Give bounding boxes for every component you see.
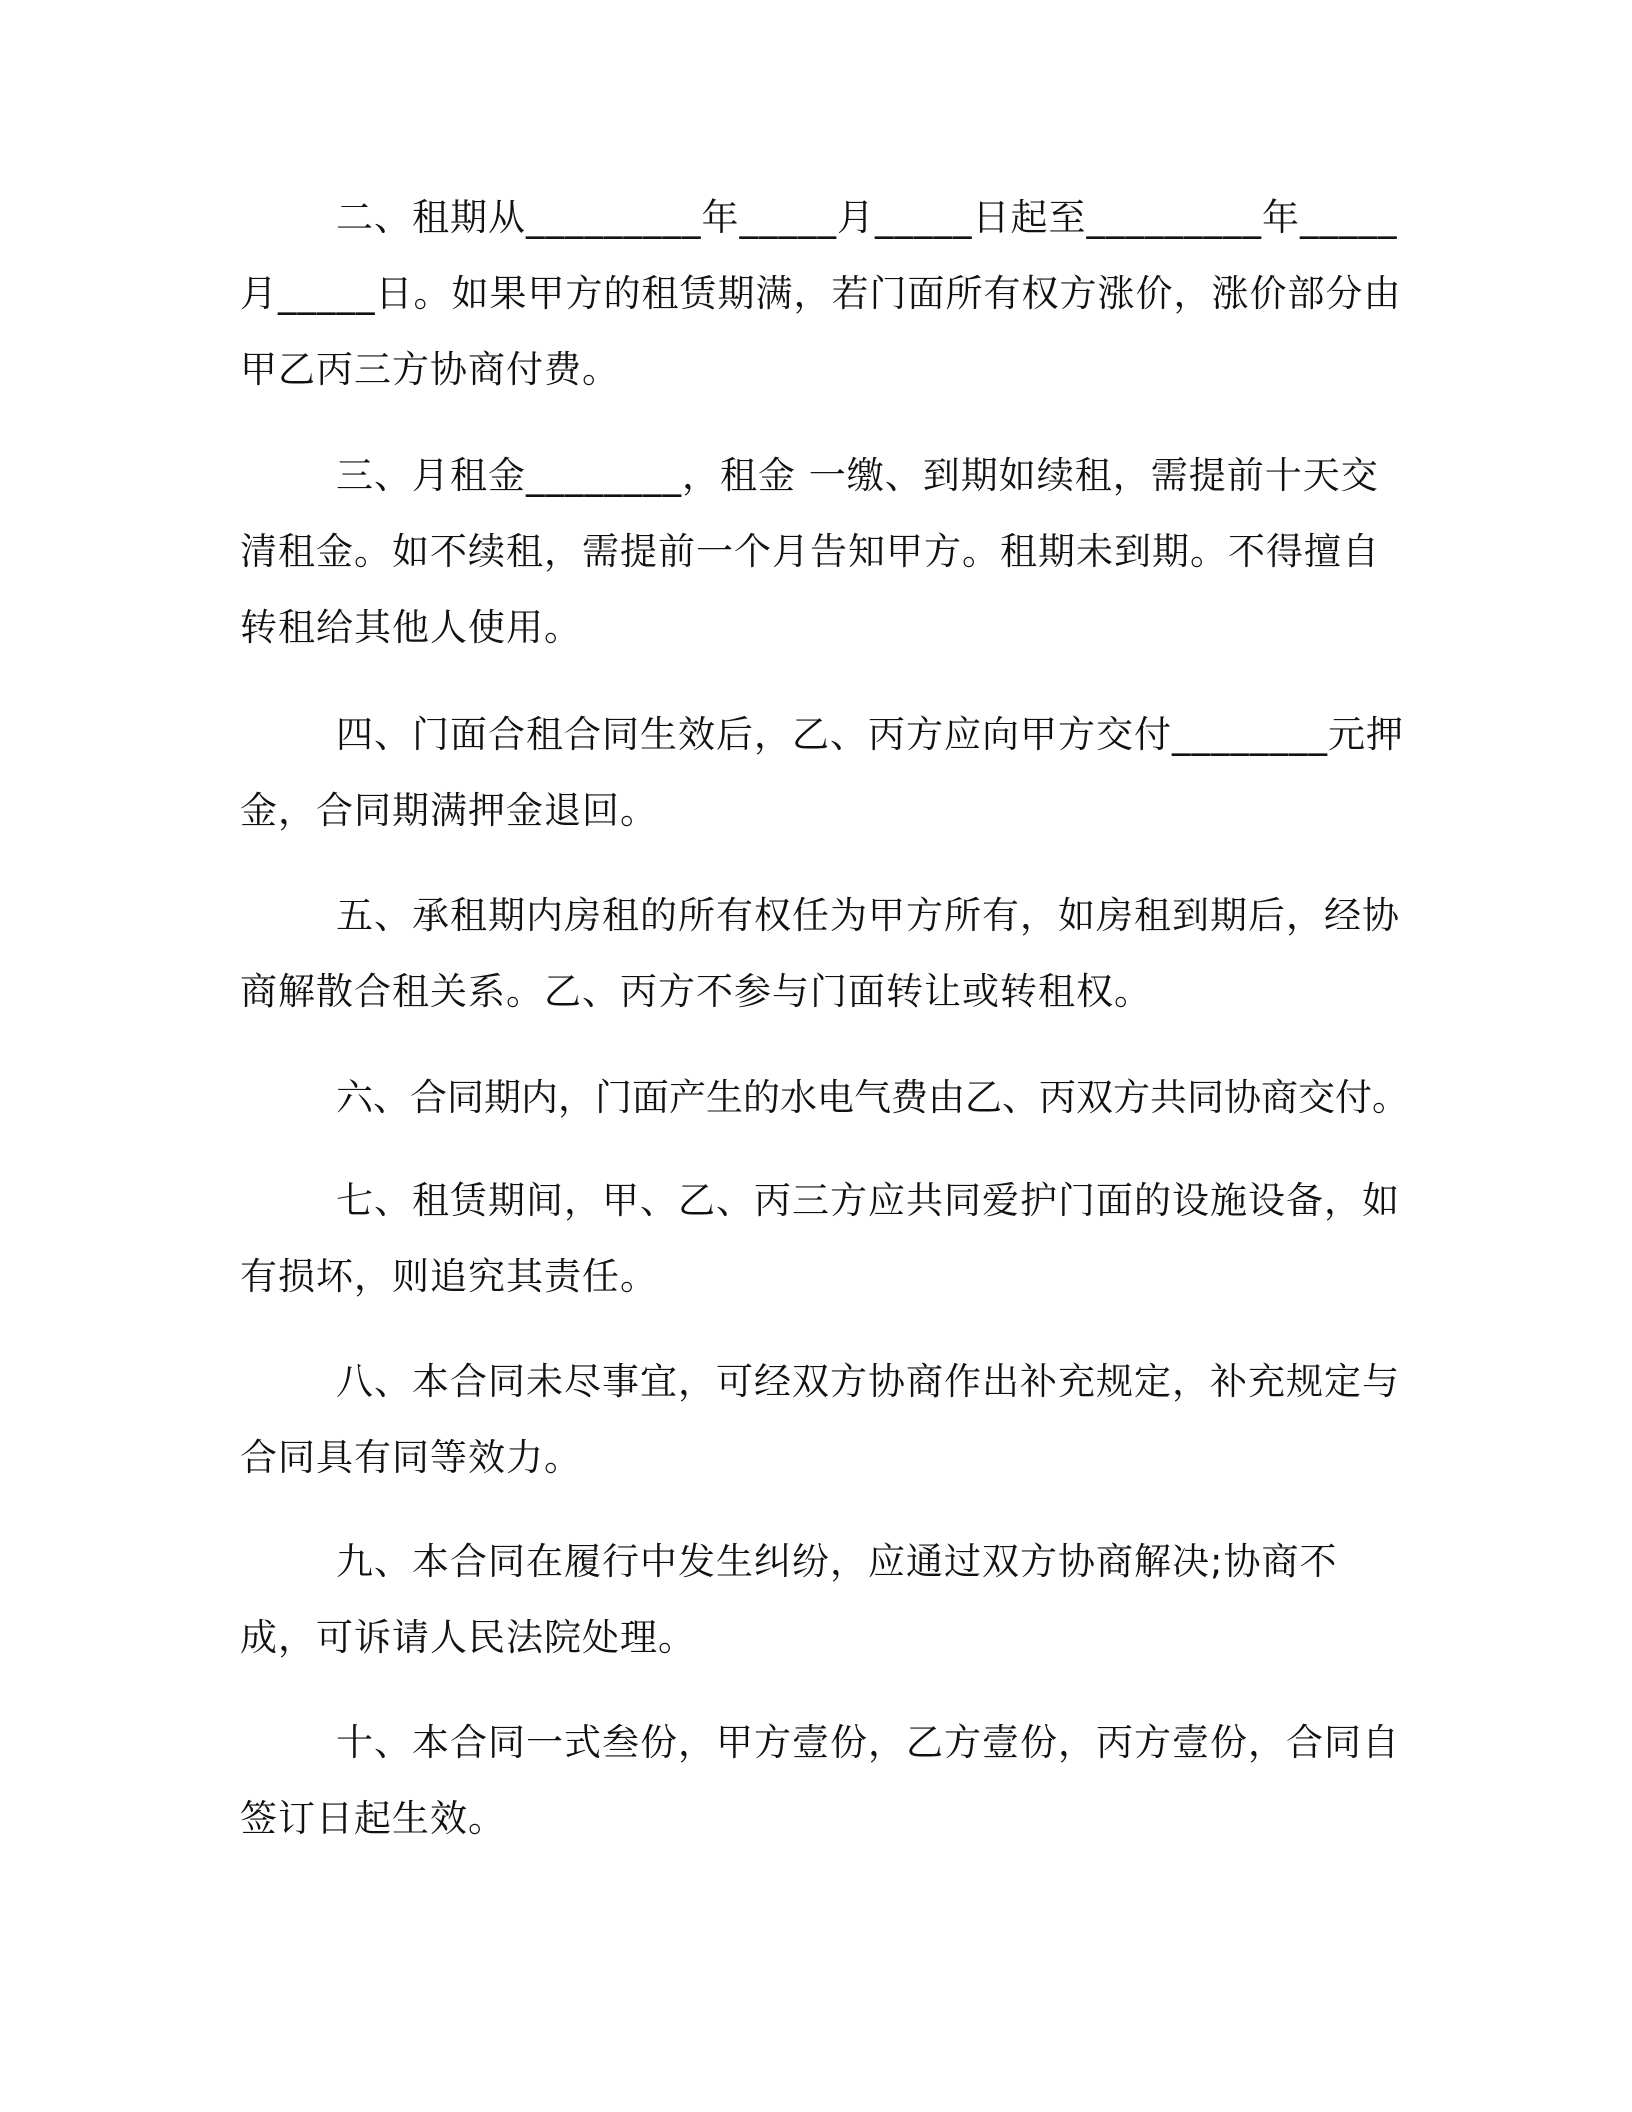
clause-8-supplementary: 八、本合同未尽事宜，可经双方协商作出补充规定，补充规定与合同具有同等效力。 (240, 1360, 1400, 1479)
clause-6-utilities: 六、合同期内，门面产生的水电气费由乙、丙双方共同协商交付。 (336, 1076, 1409, 1119)
clause-3-monthly-rent: 三、月租金________，租金 一缴、到期如续租，需提前十天交清租金。如不续租，需提前一个月告知甲方。租期未到期。不得擅自转租给其他人使用。 (240, 454, 1380, 649)
clause-5-ownership: 五、承租期内房租的所有权任为甲方所有，如房租到期后，经协商解散合租关系。乙、丙方不参与门面转让或转租权。 (240, 894, 1400, 1013)
clause-7-facilities: 七、租赁期间，甲、乙、丙三方应共同爱护门面的设施设备，如有损坏，则追究其责任。 (240, 1179, 1400, 1298)
clause-2-lease-term: 二、租期从_________年_____月_____日起至_________年_____月_____日。如果甲方的租赁期满，若门面所有权方涨价，涨价部分由甲乙丙三方协商付费。 (240, 196, 1402, 391)
clause-9-disputes: 九、本合同在履行中发生纠纷，应通过双方协商解决;协商不成，可诉请人民法院处理。 (240, 1540, 1338, 1659)
clause-10-copies-effective: 十、本合同一式叁份，甲方壹份，乙方壹份，丙方壹份，合同自签订日起生效。 (240, 1721, 1400, 1840)
clause-4-deposit: 四、门面合租合同生效后，乙、丙方应向甲方交付________元押金，合同期满押金退回。 (240, 713, 1404, 832)
